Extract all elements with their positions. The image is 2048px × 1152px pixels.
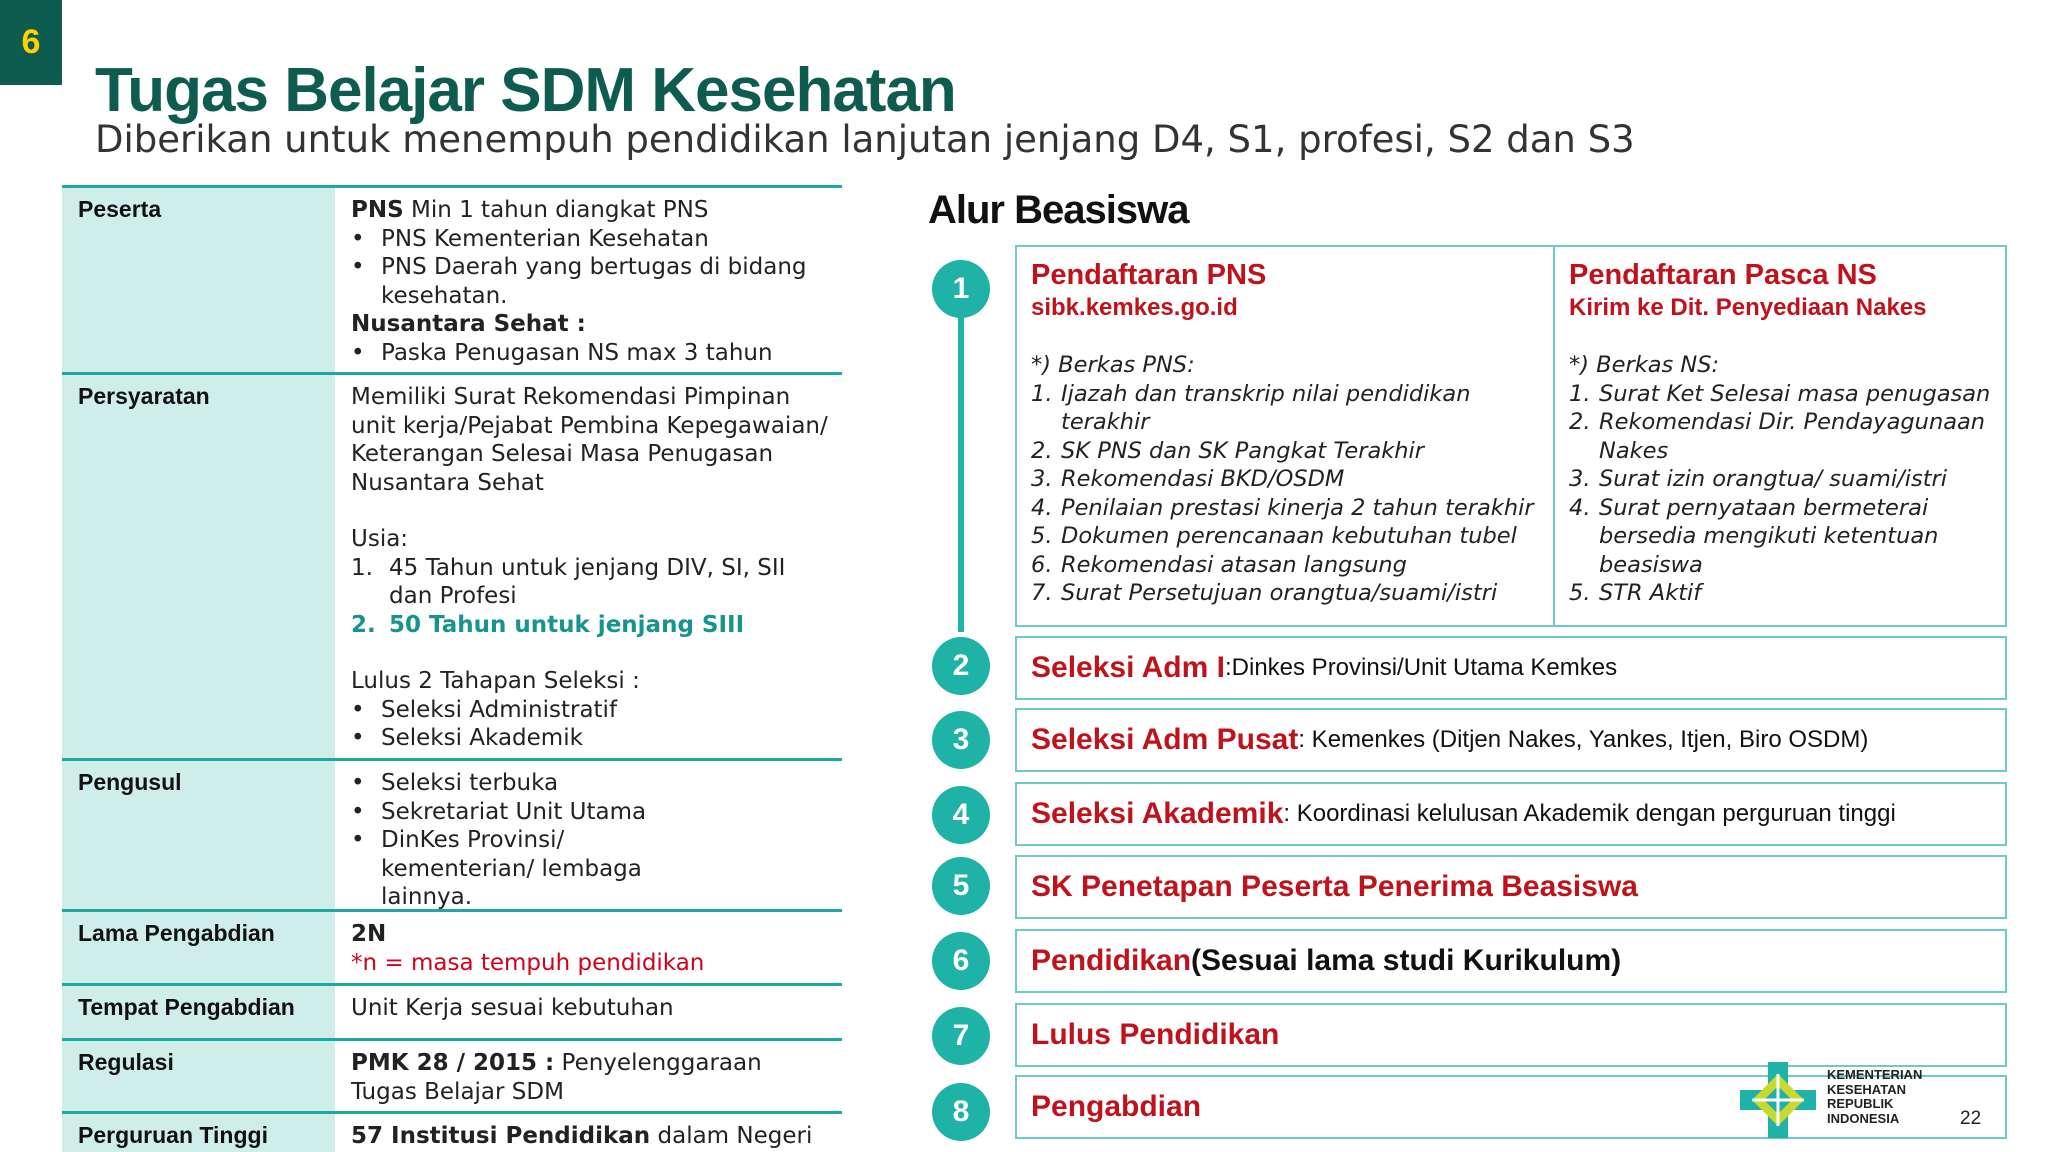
list-item: 7. Surat Persetujuan orangtua/suami/istri	[1031, 580, 1498, 606]
col-title: Pendaftaran Pasca NS	[1569, 259, 1877, 291]
row-label: Perguruan Tinggi	[62, 1114, 335, 1152]
berkas-label: *) Berkas PNS:	[1031, 352, 1195, 378]
persyaratan-text: Memiliki Surat Rekomendasi Pimpinan unit kerja/Pejabat Pembina Kepegawaian/ Keterangan Selesai Masa Penugasan Nusantara Sehat	[351, 384, 828, 496]
row-label: Lama Pengabdian	[62, 912, 335, 983]
step-text: (Sesuai lama studi Kurikulum)	[1191, 944, 1622, 977]
list-item: 2. Rekomendasi Dir. Pendayagunaan Nakes	[1569, 409, 1986, 464]
step-number: 3	[932, 711, 990, 769]
info-table	[62, 185, 842, 1152]
step-highlight: SK Penetapan Peserta Penerima Beasiswa	[1031, 870, 1638, 903]
step-6	[1015, 929, 2007, 993]
list-item: 1. 45 Tahun untuk jenjang DIV, SI, SII dan Profesi	[351, 554, 786, 609]
kemenkes-logo-icon	[1738, 1060, 1818, 1140]
step-number: 7	[932, 1007, 990, 1065]
lama-value: 2N	[351, 921, 387, 947]
regulasi-bold: PMK 28 / 2015 :	[351, 1050, 555, 1076]
row-value	[335, 188, 842, 372]
row-tempat-pengabdian	[62, 986, 842, 1041]
row-value	[335, 912, 842, 983]
row-label: Tempat Pengabdian	[62, 986, 335, 1038]
lulus-text: Lulus 2 Tahapan Seleksi :	[351, 668, 640, 694]
list-item: 1. Surat Ket Selesai masa penugasan	[1569, 380, 1991, 407]
pendaftaran-pasca-ns	[1555, 247, 2005, 625]
pns-bold: PNS	[351, 197, 404, 223]
step-highlight: Pendidikan	[1031, 944, 1192, 977]
pt-text: dalam Negeri	[650, 1123, 813, 1149]
row-regulasi	[62, 1041, 842, 1114]
logo-text: KEMENTERIAN KESEHATAN REPUBLIK INDONESIA	[1827, 1067, 1923, 1126]
list-item: 2. 50 Tahun untuk jenjang SIII	[351, 611, 745, 638]
row-value	[335, 375, 842, 758]
pendaftaran-pns	[1017, 247, 1555, 625]
row-persyaratan	[62, 375, 842, 761]
berkas-label: *) Berkas NS:	[1569, 352, 1720, 378]
usia-label: Usia:	[351, 526, 409, 552]
list-item: 5. STR Aktif	[1569, 580, 1702, 606]
regulasi-text: Penyelenggaraan Tugas Belajar SDM	[351, 1050, 762, 1105]
page-number: 22	[1960, 1108, 1982, 1129]
row-label: Regulasi	[62, 1041, 335, 1111]
step-1-box	[1015, 245, 2007, 627]
tempat-value: Unit Kerja sesuai kebutuhan	[335, 986, 842, 1038]
pt-bold: 57 Institusi Pendidikan	[351, 1123, 651, 1149]
list-item: 2. SK PNS dan SK Pangkat Terakhir	[1031, 437, 1425, 464]
list-item: • Sekretariat Unit Utama	[351, 798, 828, 827]
list-item: 3. Surat izin orangtua/ suami/istri	[1569, 466, 1948, 492]
col-subtitle: sibk.kemkes.go.id	[1031, 294, 1238, 321]
flow-line	[958, 280, 964, 632]
list-item: • Seleksi Administratif	[351, 696, 828, 725]
col-title: Pendaftaran PNS	[1031, 259, 1267, 291]
list-item: • PNS Daerah yang bertugas di bidang kesehatan.	[351, 253, 828, 310]
step-text: : Kemenkes (Ditjen Nakes, Yankes, Itjen, Biro OSDM)	[1298, 726, 1869, 753]
list-item: • DinKes Provinsi/ kementerian/ lembaga lainnya.	[351, 826, 681, 912]
row-peserta	[62, 188, 842, 375]
step-number: 8	[932, 1083, 990, 1141]
step-number: 4	[932, 786, 990, 844]
step-3	[1015, 708, 2007, 772]
row-perguruan-tinggi	[62, 1114, 842, 1152]
list-item: 6. Rekomendasi atasan langsung	[1031, 551, 1407, 578]
step-7	[1015, 1003, 2007, 1067]
ns-heading: Nusantara Sehat :	[351, 311, 586, 337]
page-subtitle: Diberikan untuk menempuh pendidikan lanjutan jenjang D4, S1, profesi, S2 dan S3	[95, 118, 1635, 161]
list-item: 5. Dokumen perencanaan kebutuhan tubel	[1031, 523, 1517, 549]
list-item: • Seleksi terbuka	[351, 769, 828, 798]
step-number: 6	[932, 932, 990, 990]
pns-text: Min 1 tahun diangkat PNS	[403, 197, 709, 223]
alur-title: Alur Beasiswa	[928, 188, 1189, 232]
step-highlight: Seleksi Adm Pusat	[1031, 723, 1299, 756]
lama-note: *n = masa tempuh pendidikan	[351, 949, 705, 976]
step-highlight: Seleksi Akademik	[1031, 797, 1284, 830]
row-label: Pengusul	[62, 761, 335, 909]
step-5	[1015, 855, 2007, 919]
step-highlight: Pengabdian	[1031, 1090, 1202, 1123]
list-item: • PNS Kementerian Kesehatan	[351, 225, 828, 254]
list-item: 1. Ijazah dan transkrip nilai pendidikan terakhir	[1031, 380, 1471, 435]
page-title: Tugas Belajar SDM Kesehatan	[95, 56, 956, 125]
row-label: Peserta	[62, 188, 335, 372]
step-highlight: Lulus Pendidikan	[1031, 1018, 1280, 1051]
list-item: • Paska Penugasan NS max 3 tahun	[351, 339, 828, 368]
row-lama-pengabdian	[62, 912, 842, 986]
list-item: 4. Penilaian prestasi kinerja 2 tahun terakhir	[1031, 494, 1534, 521]
row-pengusul	[62, 761, 842, 912]
row-value	[335, 1114, 842, 1152]
step-number: 5	[932, 857, 990, 915]
slide-number: 6	[0, 0, 62, 85]
row-value	[335, 761, 842, 909]
step-highlight: Seleksi Adm I	[1031, 651, 1225, 684]
step-number: 1	[932, 260, 990, 318]
list-item: • Seleksi Akademik	[351, 724, 828, 753]
step-text: : Koordinasi kelulusan Akademik dengan perguruan tinggi	[1283, 800, 1896, 827]
row-value	[335, 1041, 842, 1111]
step-text: :Dinkes Provinsi/Unit Utama Kemkes	[1224, 654, 1618, 681]
step-4	[1015, 782, 2007, 846]
list-item: 4. Surat pernyataan bermeterai bersedia mengikuti ketentuan beasiswa	[1569, 494, 1939, 578]
step-2	[1015, 636, 2007, 700]
step-number: 2	[932, 637, 990, 695]
list-item: 3. Rekomendasi BKD/OSDM	[1031, 466, 1345, 492]
col-subtitle: Kirim ke Dit. Penyediaan Nakes	[1569, 294, 1927, 321]
row-label: Persyaratan	[62, 375, 335, 758]
